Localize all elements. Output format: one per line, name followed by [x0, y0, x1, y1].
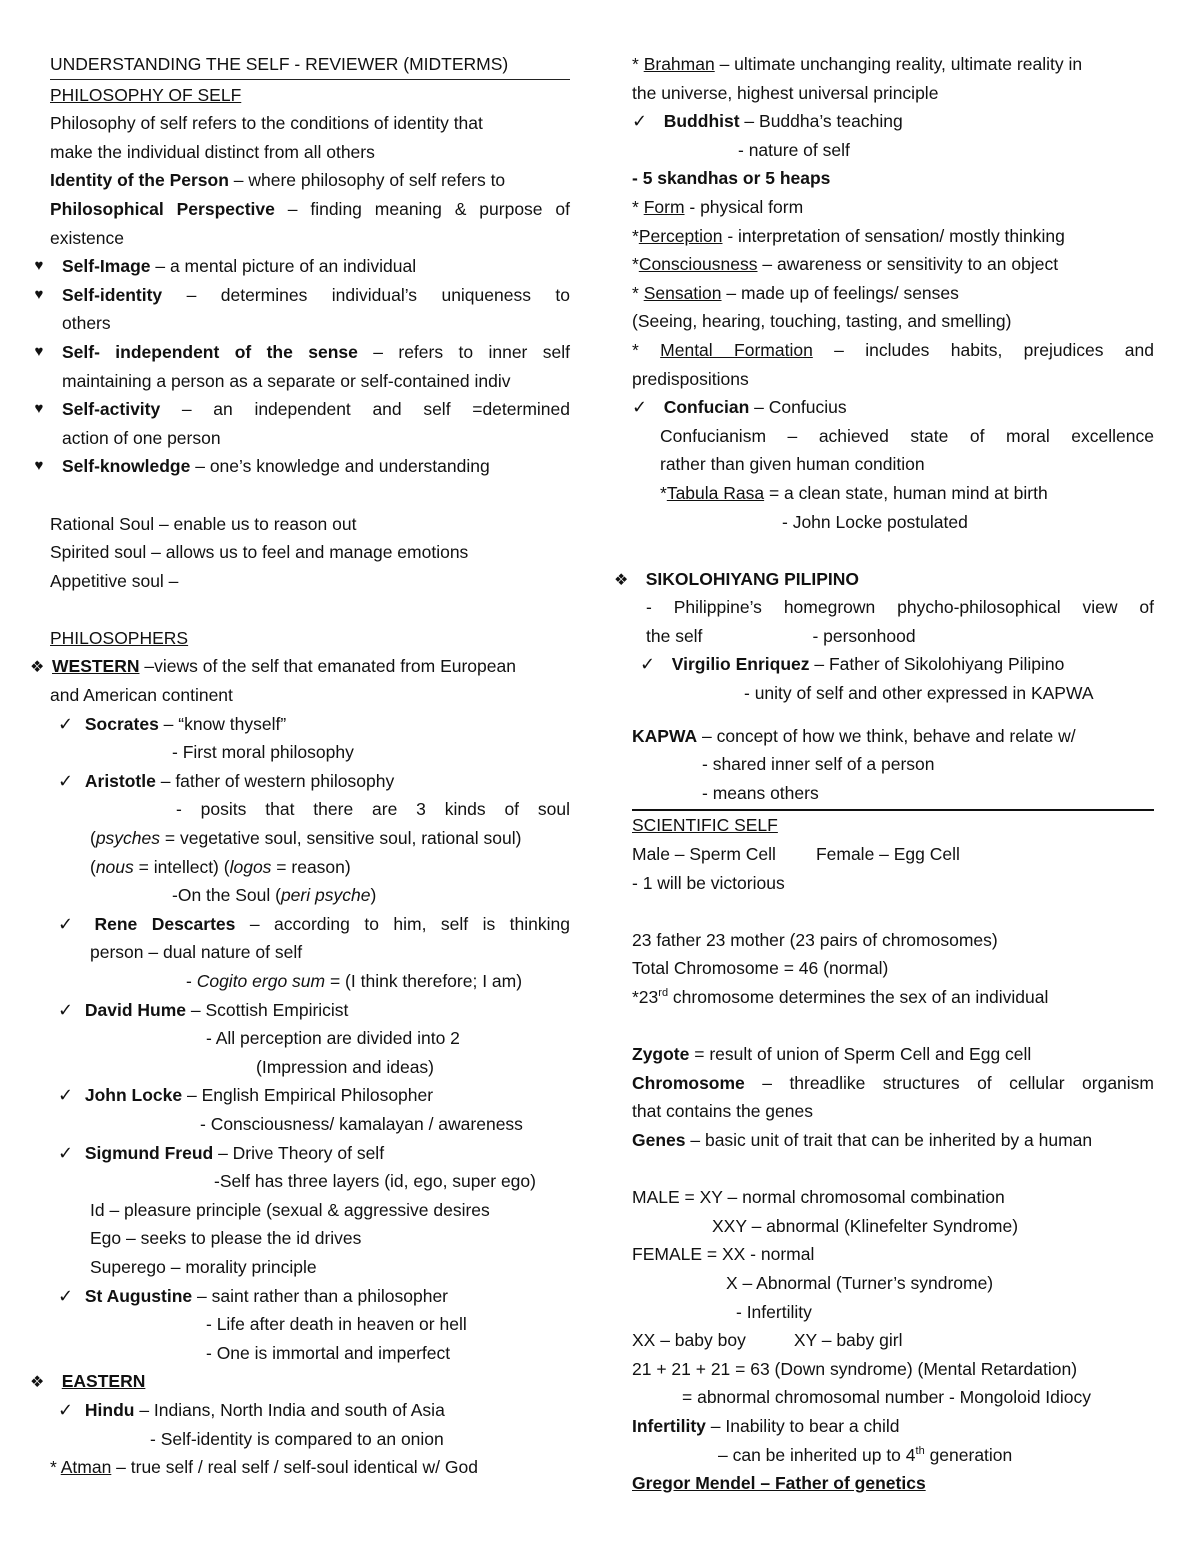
checkmark-icon: ✓ [58, 999, 74, 1020]
male-xxy: XXY – abnormal (Klinefelter Syndrome) [712, 1215, 1019, 1236]
scientific-self-heading: SCIENTIFIC SELF [632, 815, 778, 836]
aristotle-sub-2: (psyches = vegetative soul, sensitive soul, rational soul) [90, 828, 522, 849]
locke-sub: - Consciousness/ kamalayan / awareness [200, 1113, 523, 1134]
baby-sex: XX – baby boy XY – baby girl [632, 1330, 903, 1351]
heart-bullet-icon: ♥ [34, 457, 44, 475]
infertility-sub: - Infertility [736, 1301, 812, 1322]
sex-chromosome: *23rd chromosome determines the sex of an individual [632, 987, 1049, 1007]
socrates-sub: - First moral philosophy [172, 742, 354, 763]
checkmark-icon: ✓ [58, 770, 74, 791]
sikolohiya-2: the self - personhood [646, 625, 916, 646]
consciousness: *Consciousness – awareness or sensitivity to an object [632, 254, 1059, 275]
hindu-sub: - Self-identity is compared to an onion [150, 1428, 444, 1449]
augustine: ✓ St Augustine – saint rather than a philosopher [50, 1282, 570, 1311]
perception: *Perception - interpretation of sensation/ mostly thinking [632, 225, 1065, 246]
brahman: * Brahman – ultimate unchanging reality, ultimate reality in [632, 54, 1083, 74]
sensation: * Sensation – made up of feelings/ senses [632, 282, 959, 303]
left-column [30, 50, 570, 1482]
heart-bullet-icon: ♥ [34, 285, 44, 303]
right-column [614, 50, 1154, 1498]
kapwa: KAPWA – concept of how we think, behave and relate w/ [632, 725, 1076, 746]
victorious: - 1 will be victorious [632, 872, 785, 893]
confucianism-1: Confucianism – achieved state of moral excellence [660, 425, 1154, 446]
descartes: ✓ Rene Descartes – according to him, self is thinking [50, 910, 570, 939]
checkmark-icon: ✓ [632, 397, 648, 418]
tabula-rasa: *Tabula Rasa = a clean state, human mind at birth [660, 482, 1048, 503]
document-title: UNDERSTANDING THE SELF - REVIEWER (MIDTERMS) [50, 50, 570, 80]
chromosome: Chromosome – threadlike structures of cellular organism [632, 1072, 1154, 1093]
brahman-cont: the universe, highest universal principle [632, 82, 939, 103]
chromosome-pairs: 23 father 23 mother (23 pairs of chromosomes) [632, 929, 998, 950]
identity-of-person: Identity of the Person – where philosophy of self refers to [50, 170, 506, 191]
inherited: – can be inherited up to 4th generation [718, 1444, 1013, 1465]
self-bullet-list [34, 252, 570, 481]
confucian: ✓ Confucian – Confucius [632, 393, 1154, 422]
checkmark-icon: ✓ [58, 1085, 74, 1106]
aristotle-sub-3: (nous = intellect) (logos = reason) [90, 856, 351, 877]
heart-bullet-icon: ♥ [34, 400, 44, 418]
hindu: ✓ Hindu – Indians, North India and south of Asia [50, 1396, 570, 1425]
male-female-cells: Male – Sperm Cell Female – Egg Cell [632, 844, 960, 865]
atman: * Atman – true self / real self / self-soul identical w/ God [50, 1457, 478, 1478]
list-item: ♥ Self-activity – an independent and self =determined action of one person [50, 395, 570, 452]
socrates: ✓ Socrates – “know thyself” [50, 710, 570, 739]
male-xy: MALE = XY – normal chromosomal combination [632, 1187, 1005, 1208]
western-cont: and American continent [50, 685, 233, 706]
hume-sub-1: - All perception are divided into 2 [206, 1028, 460, 1049]
augustine-sub-2: - One is immortal and imperfect [206, 1342, 451, 1363]
freud-superego: Superego – morality principle [90, 1256, 317, 1277]
spirited-soul: Spirited soul – allows us to feel and manage emotions [50, 542, 469, 563]
western-section: ❖ WESTERN –views of the self that emanated from European [30, 652, 570, 681]
kapwa-sub-2: - means others [702, 782, 819, 803]
checkmark-icon: ✓ [640, 654, 656, 675]
mental-formation: * Mental Formation – includes habits, prejudices and [632, 339, 1154, 360]
descartes-sub: - Cogito ergo sum = (I think therefore; I am) [186, 971, 523, 991]
freud-id: Id – pleasure principle (sexual & aggressive desires [90, 1199, 490, 1220]
locke: ✓ John Locke – English Empirical Philosopher [50, 1081, 570, 1110]
sikolohiya-1: - Philippine’s homegrown phycho-philosophical view of [646, 597, 1154, 618]
total-chromosome: Total Chromosome = 46 (normal) [632, 958, 889, 979]
aristotle: ✓ Aristotle – father of western philosophy [50, 767, 570, 796]
hume: ✓ David Hume – Scottish Empiricist [50, 996, 570, 1025]
genes: Genes – basic unit of trait that can be inherited by a human [632, 1129, 1093, 1150]
chromosome-cont: that contains the genes [632, 1101, 813, 1122]
freud-ego: Ego – seeks to please the id drives [90, 1228, 362, 1249]
diamond-bullet-icon: ❖ [30, 1374, 45, 1392]
tabula-rasa-sub: - John Locke postulated [782, 511, 968, 532]
list-item: ♥ Self-knowledge – one’s knowledge and understanding [50, 452, 570, 481]
mental-formation-cont: predispositions [632, 368, 749, 389]
female-xx: FEMALE = XX - normal [632, 1244, 815, 1265]
list-item: ♥ Self-Image – a mental picture of an individual [50, 252, 570, 281]
rational-soul: Rational Soul – enable us to reason out [50, 513, 357, 534]
heart-bullet-icon: ♥ [34, 342, 44, 360]
checkmark-icon: ✓ [58, 1285, 74, 1306]
gregor-mendel: Gregor Mendel – Father of genetics [632, 1473, 926, 1494]
freud: ✓ Sigmund Freud – Drive Theory of self [50, 1139, 570, 1168]
philosophy-definition-line-2: make the individual distinct from all others [50, 141, 375, 162]
appetitive-soul: Appetitive soul – [50, 570, 179, 591]
checkmark-icon: ✓ [58, 713, 74, 734]
buddhist: ✓ Buddhist – Buddha’s teaching [632, 107, 1154, 136]
philosophical-perspective: Philosophical Perspective – finding meaning & purpose of [50, 198, 570, 219]
checkmark-icon: ✓ [632, 111, 648, 132]
down-syndrome: 21 + 21 + 21 = 63 (Down syndrome) (Mental Retardation) [632, 1358, 1078, 1379]
freud-sub: -Self has three layers (id, ego, super ego) [214, 1171, 536, 1192]
descartes-cont: person – dual nature of self [90, 942, 303, 963]
kapwa-sub-1: - shared inner self of a person [702, 754, 935, 775]
female-x: X – Abnormal (Turner’s syndrome) [726, 1272, 994, 1293]
philosophy-definition-line-1: Philosophy of self refers to the conditions of identity that [50, 113, 483, 134]
aristotle-sub-4: -On the Soul (peri psyche) [172, 885, 377, 906]
checkmark-icon: ✓ [58, 1399, 74, 1420]
enriquez: ✓ Virgilio Enriquez – Father of Sikolohiyang Pilipino [632, 650, 1154, 679]
abnormal-number: = abnormal chromosomal number - Mongoloid Idiocy [682, 1387, 1092, 1408]
buddhist-sub: - nature of self [738, 139, 850, 160]
heart-bullet-icon: ♥ [34, 257, 44, 275]
list-item: ♥ Self-identity – determines individual’s uniqueness to others [50, 281, 570, 338]
confucianism-2: rather than given human condition [660, 454, 925, 475]
enriquez-sub: - unity of self and other expressed in KAPWA [744, 683, 1094, 704]
checkmark-icon: ✓ [58, 1142, 74, 1163]
hume-sub-2: (Impression and ideas) [256, 1056, 434, 1077]
philosophical-perspective-cont: existence [50, 227, 124, 248]
form: * Form - physical form [632, 196, 804, 217]
eastern-section: ❖ EASTERN [30, 1367, 570, 1396]
zygote: Zygote = result of union of Sperm Cell and Egg cell [632, 1044, 1032, 1065]
augustine-sub-1: - Life after death in heaven or hell [206, 1314, 467, 1335]
senses-list: (Seeing, hearing, touching, tasting, and smelling) [632, 311, 1012, 332]
list-item: ♥ Self- independent of the sense – refers to inner self maintaining a person as a separate or self-contained indiv [50, 338, 570, 395]
aristotle-sub-1: - posits that there are 3 kinds of soul [176, 799, 570, 820]
infertility: Infertility – Inability to bear a child [632, 1415, 900, 1436]
skandhas: - 5 skandhas or 5 heaps [632, 168, 831, 189]
diamond-bullet-icon: ❖ [614, 571, 629, 589]
checkmark-icon: ✓ [58, 913, 74, 934]
sikolohiya-section: ❖ SIKOLOHIYANG PILIPINO [614, 565, 1154, 594]
philosophy-of-self-heading: PHILOSOPHY OF SELF [50, 84, 242, 105]
diamond-bullet-icon: ❖ [30, 659, 45, 677]
philosophers-heading: PHILOSOPHERS [50, 627, 189, 648]
